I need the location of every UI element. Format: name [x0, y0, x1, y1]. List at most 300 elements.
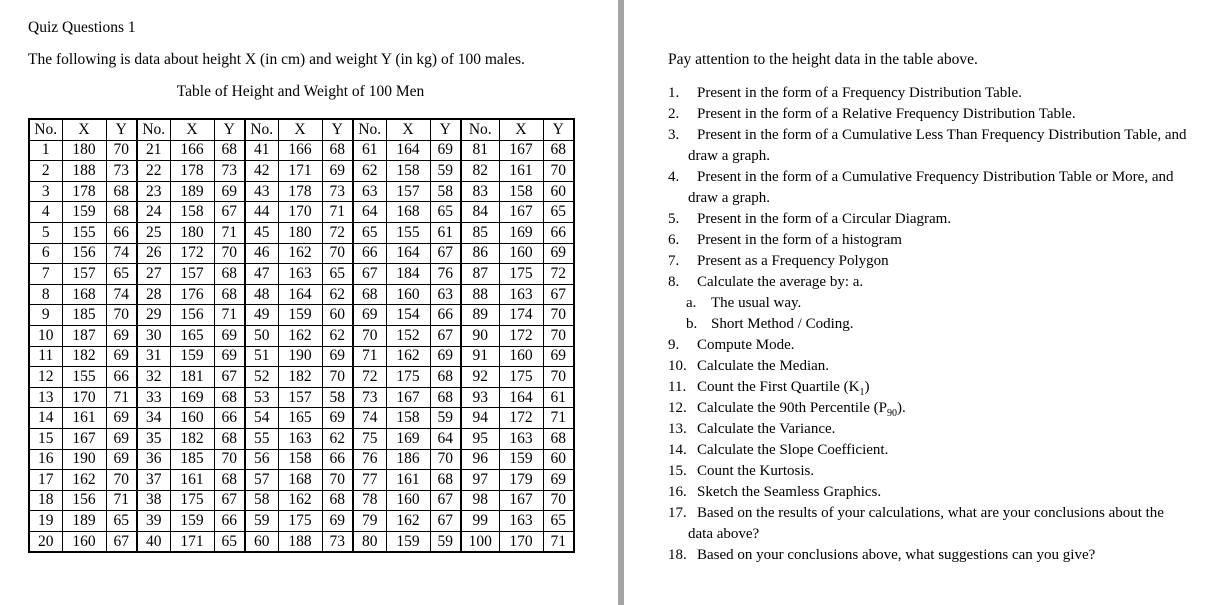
table-cell: 71 — [543, 531, 574, 552]
question-item — [668, 167, 1173, 209]
table-cell: 46 — [245, 243, 278, 264]
table-cell: 158 — [278, 449, 322, 470]
table-header-cell: No. — [353, 119, 386, 140]
table-cell: 169 — [499, 222, 543, 243]
question-text-continued: draw a graph. — [688, 148, 771, 164]
table-cell: 65 — [106, 511, 137, 532]
table-cell: 169 — [170, 387, 214, 408]
question-number: 9. — [668, 337, 680, 353]
table-cell: 175 — [170, 490, 214, 511]
question-item — [668, 104, 1076, 125]
table-cell: 158 — [386, 161, 430, 182]
question-text: Based on the results of your calculations, what are your conclusions about the — [697, 505, 1164, 521]
question-item — [668, 440, 888, 461]
table-cell: 68 — [430, 387, 461, 408]
table-cell: 65 — [543, 511, 574, 532]
table-cell: 38 — [137, 490, 170, 511]
table-cell: 169 — [386, 428, 430, 449]
table-cell: 66 — [543, 222, 574, 243]
question-number: 15. — [668, 463, 687, 479]
table-row — [29, 346, 574, 367]
table-cell: 176 — [170, 284, 214, 305]
table-cell: 56 — [245, 449, 278, 470]
table-cell: 60 — [543, 449, 574, 470]
question-item — [668, 482, 881, 503]
table-cell: 180 — [278, 222, 322, 243]
table-cell: 13 — [29, 387, 62, 408]
table-cell: 74 — [353, 408, 386, 429]
table-cell: 170 — [278, 202, 322, 223]
table-cell: 12 — [29, 367, 62, 388]
table-row — [29, 305, 574, 326]
question-number: 13. — [668, 421, 687, 437]
table-cell: 156 — [170, 305, 214, 326]
table-cell: 170 — [62, 387, 106, 408]
table-cell: 69 — [322, 511, 353, 532]
table-cell: 58 — [322, 387, 353, 408]
question-text-continued: draw a graph. — [688, 190, 771, 206]
table-cell: 65 — [430, 202, 461, 223]
table-cell: 65 — [543, 202, 574, 223]
table-cell: 158 — [170, 202, 214, 223]
question-text-suffix: ) — [864, 379, 870, 395]
table-cell: 70 — [543, 325, 574, 346]
table-cell: 161 — [499, 161, 543, 182]
table-cell: 175 — [278, 511, 322, 532]
table-cell: 42 — [245, 161, 278, 182]
table-cell: 157 — [278, 387, 322, 408]
question-number: 2. — [668, 106, 680, 122]
table-cell: 157 — [386, 181, 430, 202]
table-cell: 178 — [62, 181, 106, 202]
table-cell: 73 — [106, 161, 137, 182]
table-cell: 164 — [499, 387, 543, 408]
table-cell: 160 — [386, 284, 430, 305]
table-cell: 159 — [499, 449, 543, 470]
table-header-cell: Y — [214, 119, 245, 140]
table-cell: 172 — [170, 243, 214, 264]
table-cell: 50 — [245, 325, 278, 346]
table-cell: 58 — [430, 181, 461, 202]
table-cell: 68 — [214, 428, 245, 449]
table-row — [29, 408, 574, 429]
table-cell: 7 — [29, 264, 62, 285]
subscript: 90 — [886, 408, 897, 419]
table-cell: 34 — [137, 408, 170, 429]
table-cell: 47 — [245, 264, 278, 285]
table-cell: 78 — [353, 490, 386, 511]
table-cell: 15 — [29, 428, 62, 449]
table-cell: 72 — [322, 222, 353, 243]
question-text: Based on your conclusions above, what suggestions can you give? — [697, 547, 1096, 563]
table-cell: 91 — [461, 346, 499, 367]
table-cell: 62 — [322, 325, 353, 346]
table-cell: 27 — [137, 264, 170, 285]
table-cell: 158 — [499, 181, 543, 202]
question-number: 8. — [668, 274, 680, 290]
table-cell: 68 — [214, 470, 245, 491]
table-cell: 60 — [543, 181, 574, 202]
table-cell: 71 — [543, 408, 574, 429]
table-cell: 164 — [386, 243, 430, 264]
question-text: Compute Mode. — [697, 337, 795, 353]
table-cell: 172 — [499, 325, 543, 346]
table-cell: 159 — [386, 531, 430, 552]
table-header-cell: Y — [430, 119, 461, 140]
intro-text: The following is data about height X (in cm) and weight Y (in kg) of 100 males. — [28, 51, 525, 68]
table-cell: 99 — [461, 511, 499, 532]
question-item — [668, 125, 1187, 167]
table-row — [29, 222, 574, 243]
table-cell: 165 — [278, 408, 322, 429]
question-item — [668, 356, 829, 377]
table-cell: 71 — [214, 222, 245, 243]
table-cell: 61 — [353, 140, 386, 161]
table-cell: 155 — [386, 222, 430, 243]
table-cell: 70 — [106, 305, 137, 326]
table-cell: 71 — [322, 202, 353, 223]
table-cell: 62 — [353, 161, 386, 182]
table-cell: 69 — [543, 346, 574, 367]
table-cell: 45 — [245, 222, 278, 243]
table-cell: 166 — [278, 140, 322, 161]
question-number: 12. — [668, 400, 687, 416]
table-cell: 61 — [430, 222, 461, 243]
table-cell: 162 — [278, 243, 322, 264]
question-number: 5. — [668, 211, 680, 227]
table-cell: 69 — [106, 449, 137, 470]
table-cell: 87 — [461, 264, 499, 285]
table-caption: Table of Height and Weight of 100 Men — [176, 83, 425, 100]
table-cell: 84 — [461, 202, 499, 223]
table-cell: 98 — [461, 490, 499, 511]
table-cell: 166 — [170, 140, 214, 161]
table-cell: 94 — [461, 408, 499, 429]
table-cell: 167 — [499, 140, 543, 161]
table-cell: 51 — [245, 346, 278, 367]
table-cell: 163 — [499, 428, 543, 449]
table-cell: 68 — [543, 140, 574, 161]
table-cell: 163 — [499, 284, 543, 305]
table-cell: 70 — [106, 140, 137, 161]
table-cell: 69 — [430, 346, 461, 367]
question-number: 6. — [668, 232, 680, 248]
table-cell: 70 — [543, 305, 574, 326]
table-cell: 65 — [353, 222, 386, 243]
table-cell: 96 — [461, 449, 499, 470]
table-cell: 100 — [461, 531, 499, 552]
table-cell: 162 — [386, 511, 430, 532]
question-number: 14. — [668, 442, 687, 458]
table-cell: 68 — [214, 140, 245, 161]
question-item — [668, 230, 902, 251]
table-header-cell: Y — [106, 119, 137, 140]
table-cell: 161 — [62, 408, 106, 429]
sub-item-text: Short Method / Coding. — [711, 316, 854, 332]
table-cell: 32 — [137, 367, 170, 388]
table-cell: 179 — [499, 470, 543, 491]
subscript: 1 — [859, 387, 865, 398]
attention-text: Pay attention to the height data in the table above. — [668, 51, 978, 68]
table-cell: 182 — [278, 367, 322, 388]
table-cell: 36 — [137, 449, 170, 470]
table-cell: 35 — [137, 428, 170, 449]
question-number: 3. — [668, 127, 680, 143]
table-cell: 182 — [62, 346, 106, 367]
table-cell: 8 — [29, 284, 62, 305]
table-cell: 63 — [430, 284, 461, 305]
table-cell: 175 — [499, 264, 543, 285]
table-cell: 162 — [386, 346, 430, 367]
table-cell: 14 — [29, 408, 62, 429]
table-cell: 70 — [430, 449, 461, 470]
table-cell: 159 — [170, 511, 214, 532]
table-cell: 53 — [245, 387, 278, 408]
question-text: Calculate the Variance. — [697, 421, 836, 437]
document-page-right — [624, 0, 1228, 605]
table-cell: 73 — [322, 531, 353, 552]
table-cell: 74 — [106, 284, 137, 305]
question-text: Calculate the 90th Percentile (P — [697, 400, 887, 416]
question-number: 17. — [668, 505, 687, 521]
table-cell: 31 — [137, 346, 170, 367]
table-cell: 168 — [62, 284, 106, 305]
table-cell: 155 — [62, 222, 106, 243]
table-cell: 157 — [62, 264, 106, 285]
table-cell: 25 — [137, 222, 170, 243]
table-cell: 44 — [245, 202, 278, 223]
table-cell: 68 — [543, 428, 574, 449]
question-item — [668, 419, 835, 440]
table-cell: 162 — [278, 490, 322, 511]
table-cell: 66 — [214, 511, 245, 532]
table-cell: 164 — [278, 284, 322, 305]
table-cell: 95 — [461, 428, 499, 449]
table-cell: 59 — [430, 408, 461, 429]
table-cell: 70 — [214, 449, 245, 470]
table-cell: 28 — [137, 284, 170, 305]
table-header-cell: X — [499, 119, 543, 140]
table-cell: 178 — [278, 181, 322, 202]
table-cell: 3 — [29, 181, 62, 202]
table-cell: 77 — [353, 470, 386, 491]
question-text: Present in the form of a histogram — [697, 232, 902, 248]
table-cell: 24 — [137, 202, 170, 223]
table-cell: 171 — [170, 531, 214, 552]
question-item — [668, 272, 863, 293]
table-cell: 62 — [322, 428, 353, 449]
question-item — [668, 545, 1095, 566]
table-cell: 76 — [430, 264, 461, 285]
table-cell: 68 — [322, 490, 353, 511]
table-cell: 155 — [62, 367, 106, 388]
table-cell: 97 — [461, 470, 499, 491]
table-cell: 2 — [29, 161, 62, 182]
table-cell: 185 — [170, 449, 214, 470]
table-row — [29, 325, 574, 346]
table-cell: 167 — [499, 490, 543, 511]
table-cell: 152 — [386, 325, 430, 346]
table-cell: 26 — [137, 243, 170, 264]
table-cell: 170 — [499, 531, 543, 552]
table-cell: 163 — [499, 511, 543, 532]
table-row — [29, 470, 574, 491]
table-cell: 81 — [461, 140, 499, 161]
table-cell: 37 — [137, 470, 170, 491]
table-cell: 18 — [29, 490, 62, 511]
table-cell: 164 — [386, 140, 430, 161]
table-cell: 189 — [62, 511, 106, 532]
table-cell: 156 — [62, 243, 106, 264]
question-text: Present in the form of a Frequency Distribution Table. — [697, 85, 1022, 101]
table-header-cell: X — [62, 119, 106, 140]
table-cell: 5 — [29, 222, 62, 243]
table-cell: 43 — [245, 181, 278, 202]
table-cell: 161 — [170, 470, 214, 491]
table-cell: 68 — [430, 367, 461, 388]
question-item — [668, 251, 889, 272]
table-cell: 188 — [62, 161, 106, 182]
table-cell: 71 — [353, 346, 386, 367]
table-cell: 66 — [214, 408, 245, 429]
question-item — [668, 503, 1164, 545]
table-cell: 182 — [170, 428, 214, 449]
table-row — [29, 531, 574, 552]
table-cell: 30 — [137, 325, 170, 346]
table-cell: 70 — [543, 367, 574, 388]
table-cell: 68 — [322, 140, 353, 161]
question-text: Present in the form of a Relative Frequency Distribution Table. — [697, 106, 1076, 122]
table-cell: 71 — [106, 490, 137, 511]
table-cell: 70 — [214, 243, 245, 264]
question-text: Count the Kurtosis. — [697, 463, 815, 479]
sub-item — [686, 293, 801, 314]
table-cell: 70 — [543, 490, 574, 511]
table-cell: 52 — [245, 367, 278, 388]
table-cell: 71 — [106, 387, 137, 408]
question-text: Present as a Frequency Polygon — [697, 253, 889, 269]
table-cell: 66 — [430, 305, 461, 326]
question-text: Calculate the average by: a. — [697, 274, 864, 290]
table-row — [29, 202, 574, 223]
table-cell: 168 — [386, 202, 430, 223]
table-cell: 70 — [106, 470, 137, 491]
table-cell: 69 — [322, 346, 353, 367]
table-cell: 172 — [499, 408, 543, 429]
table-row — [29, 511, 574, 532]
table-cell: 4 — [29, 202, 62, 223]
table-cell: 23 — [137, 181, 170, 202]
question-text: Sketch the Seamless Graphics. — [697, 484, 882, 500]
table-cell: 67 — [430, 325, 461, 346]
table-cell: 9 — [29, 305, 62, 326]
table-cell: 39 — [137, 511, 170, 532]
table-cell: 65 — [106, 264, 137, 285]
table-cell: 67 — [214, 490, 245, 511]
table-cell: 162 — [62, 470, 106, 491]
table-cell: 54 — [245, 408, 278, 429]
table-cell: 57 — [245, 470, 278, 491]
table-header-cell: X — [386, 119, 430, 140]
table-cell: 85 — [461, 222, 499, 243]
table-cell: 67 — [430, 490, 461, 511]
question-number: 4. — [668, 169, 680, 185]
table-header-cell: No. — [245, 119, 278, 140]
table-cell: 40 — [137, 531, 170, 552]
question-item — [668, 209, 951, 230]
table-cell: 69 — [106, 408, 137, 429]
table-cell: 160 — [499, 243, 543, 264]
table-cell: 61 — [543, 387, 574, 408]
table-cell: 93 — [461, 387, 499, 408]
table-cell: 88 — [461, 284, 499, 305]
table-cell: 65 — [322, 264, 353, 285]
table-cell: 21 — [137, 140, 170, 161]
table-row — [29, 140, 574, 161]
question-number: 18. — [668, 547, 687, 563]
table-cell: 86 — [461, 243, 499, 264]
table-cell: 67 — [214, 202, 245, 223]
table-cell: 48 — [245, 284, 278, 305]
table-cell: 10 — [29, 325, 62, 346]
table-cell: 159 — [62, 202, 106, 223]
table-cell: 189 — [170, 181, 214, 202]
table-cell: 157 — [170, 264, 214, 285]
table-cell: 184 — [386, 264, 430, 285]
table-cell: 68 — [353, 284, 386, 305]
question-text-suffix: ). — [896, 400, 906, 416]
table-cell: 90 — [461, 325, 499, 346]
table-cell: 92 — [461, 367, 499, 388]
table-cell: 1 — [29, 140, 62, 161]
table-cell: 41 — [245, 140, 278, 161]
table-cell: 59 — [430, 161, 461, 182]
table-cell: 89 — [461, 305, 499, 326]
table-cell: 17 — [29, 470, 62, 491]
table-cell: 68 — [214, 264, 245, 285]
table-row — [29, 449, 574, 470]
table-cell: 69 — [543, 243, 574, 264]
table-cell: 167 — [62, 428, 106, 449]
table-cell: 20 — [29, 531, 62, 552]
table-cell: 33 — [137, 387, 170, 408]
table-cell: 19 — [29, 511, 62, 532]
table-cell: 58 — [245, 490, 278, 511]
question-number: 16. — [668, 484, 687, 500]
table-cell: 68 — [106, 202, 137, 223]
table-cell: 71 — [214, 305, 245, 326]
table-cell: 72 — [543, 264, 574, 285]
table-cell: 6 — [29, 243, 62, 264]
question-number: 7. — [668, 253, 680, 269]
table-cell: 154 — [386, 305, 430, 326]
table-cell: 76 — [353, 449, 386, 470]
table-cell: 66 — [322, 449, 353, 470]
table-cell: 67 — [430, 511, 461, 532]
table-cell: 159 — [170, 346, 214, 367]
table-cell: 49 — [245, 305, 278, 326]
table-header-cell: X — [170, 119, 214, 140]
table-cell: 69 — [106, 346, 137, 367]
table-cell: 167 — [386, 387, 430, 408]
table-cell: 66 — [106, 367, 137, 388]
table-cell: 73 — [214, 161, 245, 182]
table-cell: 160 — [170, 408, 214, 429]
table-header-cell: Y — [322, 119, 353, 140]
table-cell: 11 — [29, 346, 62, 367]
table-cell: 68 — [214, 387, 245, 408]
table-row — [29, 243, 574, 264]
